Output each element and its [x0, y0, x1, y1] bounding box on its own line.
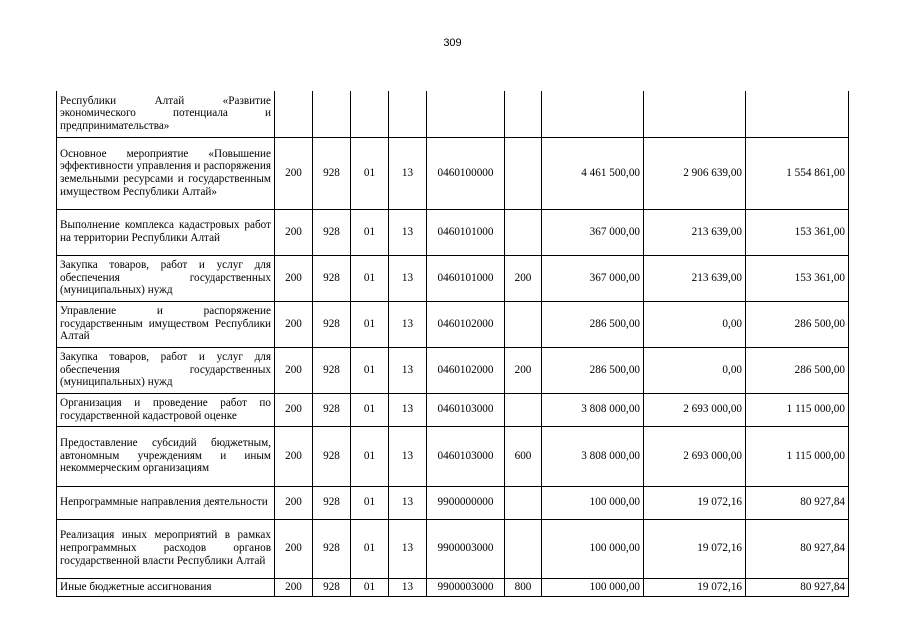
- subsection-code-cell: 13: [389, 519, 427, 578]
- expense-type-cell: 200: [505, 347, 542, 393]
- ministry-code-cell: 928: [313, 486, 351, 519]
- remainder-amount-cell: 80 927,84: [746, 519, 849, 578]
- target-article-cell: 9900003000: [427, 578, 505, 596]
- executed-amount-cell: 19 072,16: [644, 486, 746, 519]
- ministry-code-cell: 928: [313, 393, 351, 426]
- target-article-cell: 0460101000: [427, 209, 505, 255]
- ministry-code-cell: 928: [313, 426, 351, 486]
- table-row: [57, 91, 849, 137]
- plan-amount-cell: 100 000,00: [542, 486, 644, 519]
- section-code-cell: 01: [351, 578, 389, 596]
- plan-amount-cell: 367 000,00: [542, 255, 644, 301]
- expense-type-cell: [505, 486, 542, 519]
- target-article-cell: 9900003000: [427, 519, 505, 578]
- executed-amount-cell: 2 693 000,00: [644, 393, 746, 426]
- admin-code-cell: 200: [275, 426, 313, 486]
- admin-code-cell: 200: [275, 301, 313, 347]
- executed-amount-cell: 213 639,00: [644, 209, 746, 255]
- remainder-amount-cell: 153 361,00: [746, 209, 849, 255]
- expense-type-cell: [505, 209, 542, 255]
- ministry-code-cell: 928: [313, 301, 351, 347]
- executed-amount-cell: 0,00: [644, 301, 746, 347]
- executed-amount-cell: 2 693 000,00: [644, 426, 746, 486]
- remainder-amount-cell: [746, 91, 849, 137]
- executed-amount-cell: 19 072,16: [644, 578, 746, 596]
- subsection-code-cell: 13: [389, 426, 427, 486]
- plan-amount-cell: 100 000,00: [542, 578, 644, 596]
- row-name-cell: Закупка товаров, работ и услуг для обеспечения государственных (муниципальных) нужд: [57, 347, 275, 393]
- expense-type-cell: [505, 91, 542, 137]
- table-row: [57, 209, 849, 255]
- subsection-code-cell: 13: [389, 209, 427, 255]
- table-row: [57, 578, 849, 596]
- section-code-cell: 01: [351, 301, 389, 347]
- section-code-cell: 01: [351, 209, 389, 255]
- table-row: [57, 255, 849, 301]
- budget-table: [56, 91, 849, 597]
- ministry-code-cell: 928: [313, 255, 351, 301]
- expense-type-cell: [505, 137, 542, 209]
- table-row: [57, 301, 849, 347]
- ministry-code-cell: 928: [313, 578, 351, 596]
- admin-code-cell: 200: [275, 519, 313, 578]
- target-article-cell: 0460101000: [427, 255, 505, 301]
- section-code-cell: 01: [351, 393, 389, 426]
- page-number: 309: [443, 37, 462, 49]
- table-row: [57, 486, 849, 519]
- subsection-code-cell: 13: [389, 137, 427, 209]
- plan-amount-cell: 4 461 500,00: [542, 137, 644, 209]
- expense-type-cell: 600: [505, 426, 542, 486]
- section-code-cell: 01: [351, 137, 389, 209]
- section-code-cell: 01: [351, 426, 389, 486]
- executed-amount-cell: [644, 91, 746, 137]
- executed-amount-cell: 19 072,16: [644, 519, 746, 578]
- section-code-cell: 01: [351, 347, 389, 393]
- row-name-cell: Закупка товаров, работ и услуг для обеспечения государственных (муниципальных) нужд: [57, 255, 275, 301]
- ministry-code-cell: 928: [313, 137, 351, 209]
- ministry-code-cell: 928: [313, 347, 351, 393]
- expense-type-cell: 200: [505, 255, 542, 301]
- row-name-cell: Непрограммные направления деятельности: [57, 486, 275, 519]
- plan-amount-cell: 3 808 000,00: [542, 393, 644, 426]
- row-name-cell: Республики Алтай «Развитие экономического потенциала и предпринимательства»: [57, 91, 275, 137]
- subsection-code-cell: 13: [389, 255, 427, 301]
- row-name-cell: Основное мероприятие «Повышение эффективности управления и распоряжения земельными ресурсами и государственным имуществом Республики Алтай»: [57, 137, 275, 209]
- remainder-amount-cell: 80 927,84: [746, 578, 849, 596]
- row-name-cell: Организация и проведение работ по государственной кадастровой оценке: [57, 393, 275, 426]
- target-article-cell: 0460100000: [427, 137, 505, 209]
- expense-type-cell: [505, 393, 542, 426]
- row-name-cell: Иные бюджетные ассигнования: [57, 578, 275, 596]
- plan-amount-cell: 100 000,00: [542, 519, 644, 578]
- target-article-cell: [427, 91, 505, 137]
- admin-code-cell: 200: [275, 255, 313, 301]
- admin-code-cell: 200: [275, 393, 313, 426]
- admin-code-cell: 200: [275, 209, 313, 255]
- table-row: [57, 519, 849, 578]
- row-name-cell: Управление и распоряжение государственным имуществом Республики Алтай: [57, 301, 275, 347]
- plan-amount-cell: 286 500,00: [542, 347, 644, 393]
- admin-code-cell: 200: [275, 578, 313, 596]
- section-code-cell: [351, 91, 389, 137]
- row-name-cell: Предоставление субсидий бюджетным, автономным учреждениям и иным некоммерческим организациям: [57, 426, 275, 486]
- plan-amount-cell: 286 500,00: [542, 301, 644, 347]
- ministry-code-cell: [313, 91, 351, 137]
- subsection-code-cell: 13: [389, 301, 427, 347]
- admin-code-cell: 200: [275, 486, 313, 519]
- plan-amount-cell: 3 808 000,00: [542, 426, 644, 486]
- executed-amount-cell: 213 639,00: [644, 255, 746, 301]
- remainder-amount-cell: 1 115 000,00: [746, 393, 849, 426]
- plan-amount-cell: 367 000,00: [542, 209, 644, 255]
- table-row: [57, 347, 849, 393]
- target-article-cell: 0460102000: [427, 301, 505, 347]
- target-article-cell: 0460103000: [427, 393, 505, 426]
- executed-amount-cell: 0,00: [644, 347, 746, 393]
- budget-table-body: [57, 91, 849, 596]
- section-code-cell: 01: [351, 519, 389, 578]
- executed-amount-cell: 2 906 639,00: [644, 137, 746, 209]
- subsection-code-cell: 13: [389, 578, 427, 596]
- remainder-amount-cell: 1 554 861,00: [746, 137, 849, 209]
- expense-type-cell: [505, 301, 542, 347]
- table-row: [57, 137, 849, 209]
- ministry-code-cell: 928: [313, 209, 351, 255]
- target-article-cell: 9900000000: [427, 486, 505, 519]
- target-article-cell: 0460102000: [427, 347, 505, 393]
- row-name-cell: Выполнение комплекса кадастровых работ на территории Республики Алтай: [57, 209, 275, 255]
- remainder-amount-cell: 153 361,00: [746, 255, 849, 301]
- remainder-amount-cell: 286 500,00: [746, 347, 849, 393]
- admin-code-cell: 200: [275, 347, 313, 393]
- admin-code-cell: 200: [275, 137, 313, 209]
- table-row: [57, 426, 849, 486]
- expense-type-cell: 800: [505, 578, 542, 596]
- section-code-cell: 01: [351, 255, 389, 301]
- remainder-amount-cell: 80 927,84: [746, 486, 849, 519]
- subsection-code-cell: [389, 91, 427, 137]
- admin-code-cell: [275, 91, 313, 137]
- remainder-amount-cell: 286 500,00: [746, 301, 849, 347]
- ministry-code-cell: 928: [313, 519, 351, 578]
- plan-amount-cell: [542, 91, 644, 137]
- expense-type-cell: [505, 519, 542, 578]
- subsection-code-cell: 13: [389, 347, 427, 393]
- subsection-code-cell: 13: [389, 486, 427, 519]
- row-name-cell: Реализация иных мероприятий в рамках непрограммных расходов органов государственной власти Республики Алтай: [57, 519, 275, 578]
- remainder-amount-cell: 1 115 000,00: [746, 426, 849, 486]
- section-code-cell: 01: [351, 486, 389, 519]
- target-article-cell: 0460103000: [427, 426, 505, 486]
- subsection-code-cell: 13: [389, 393, 427, 426]
- table-row: [57, 393, 849, 426]
